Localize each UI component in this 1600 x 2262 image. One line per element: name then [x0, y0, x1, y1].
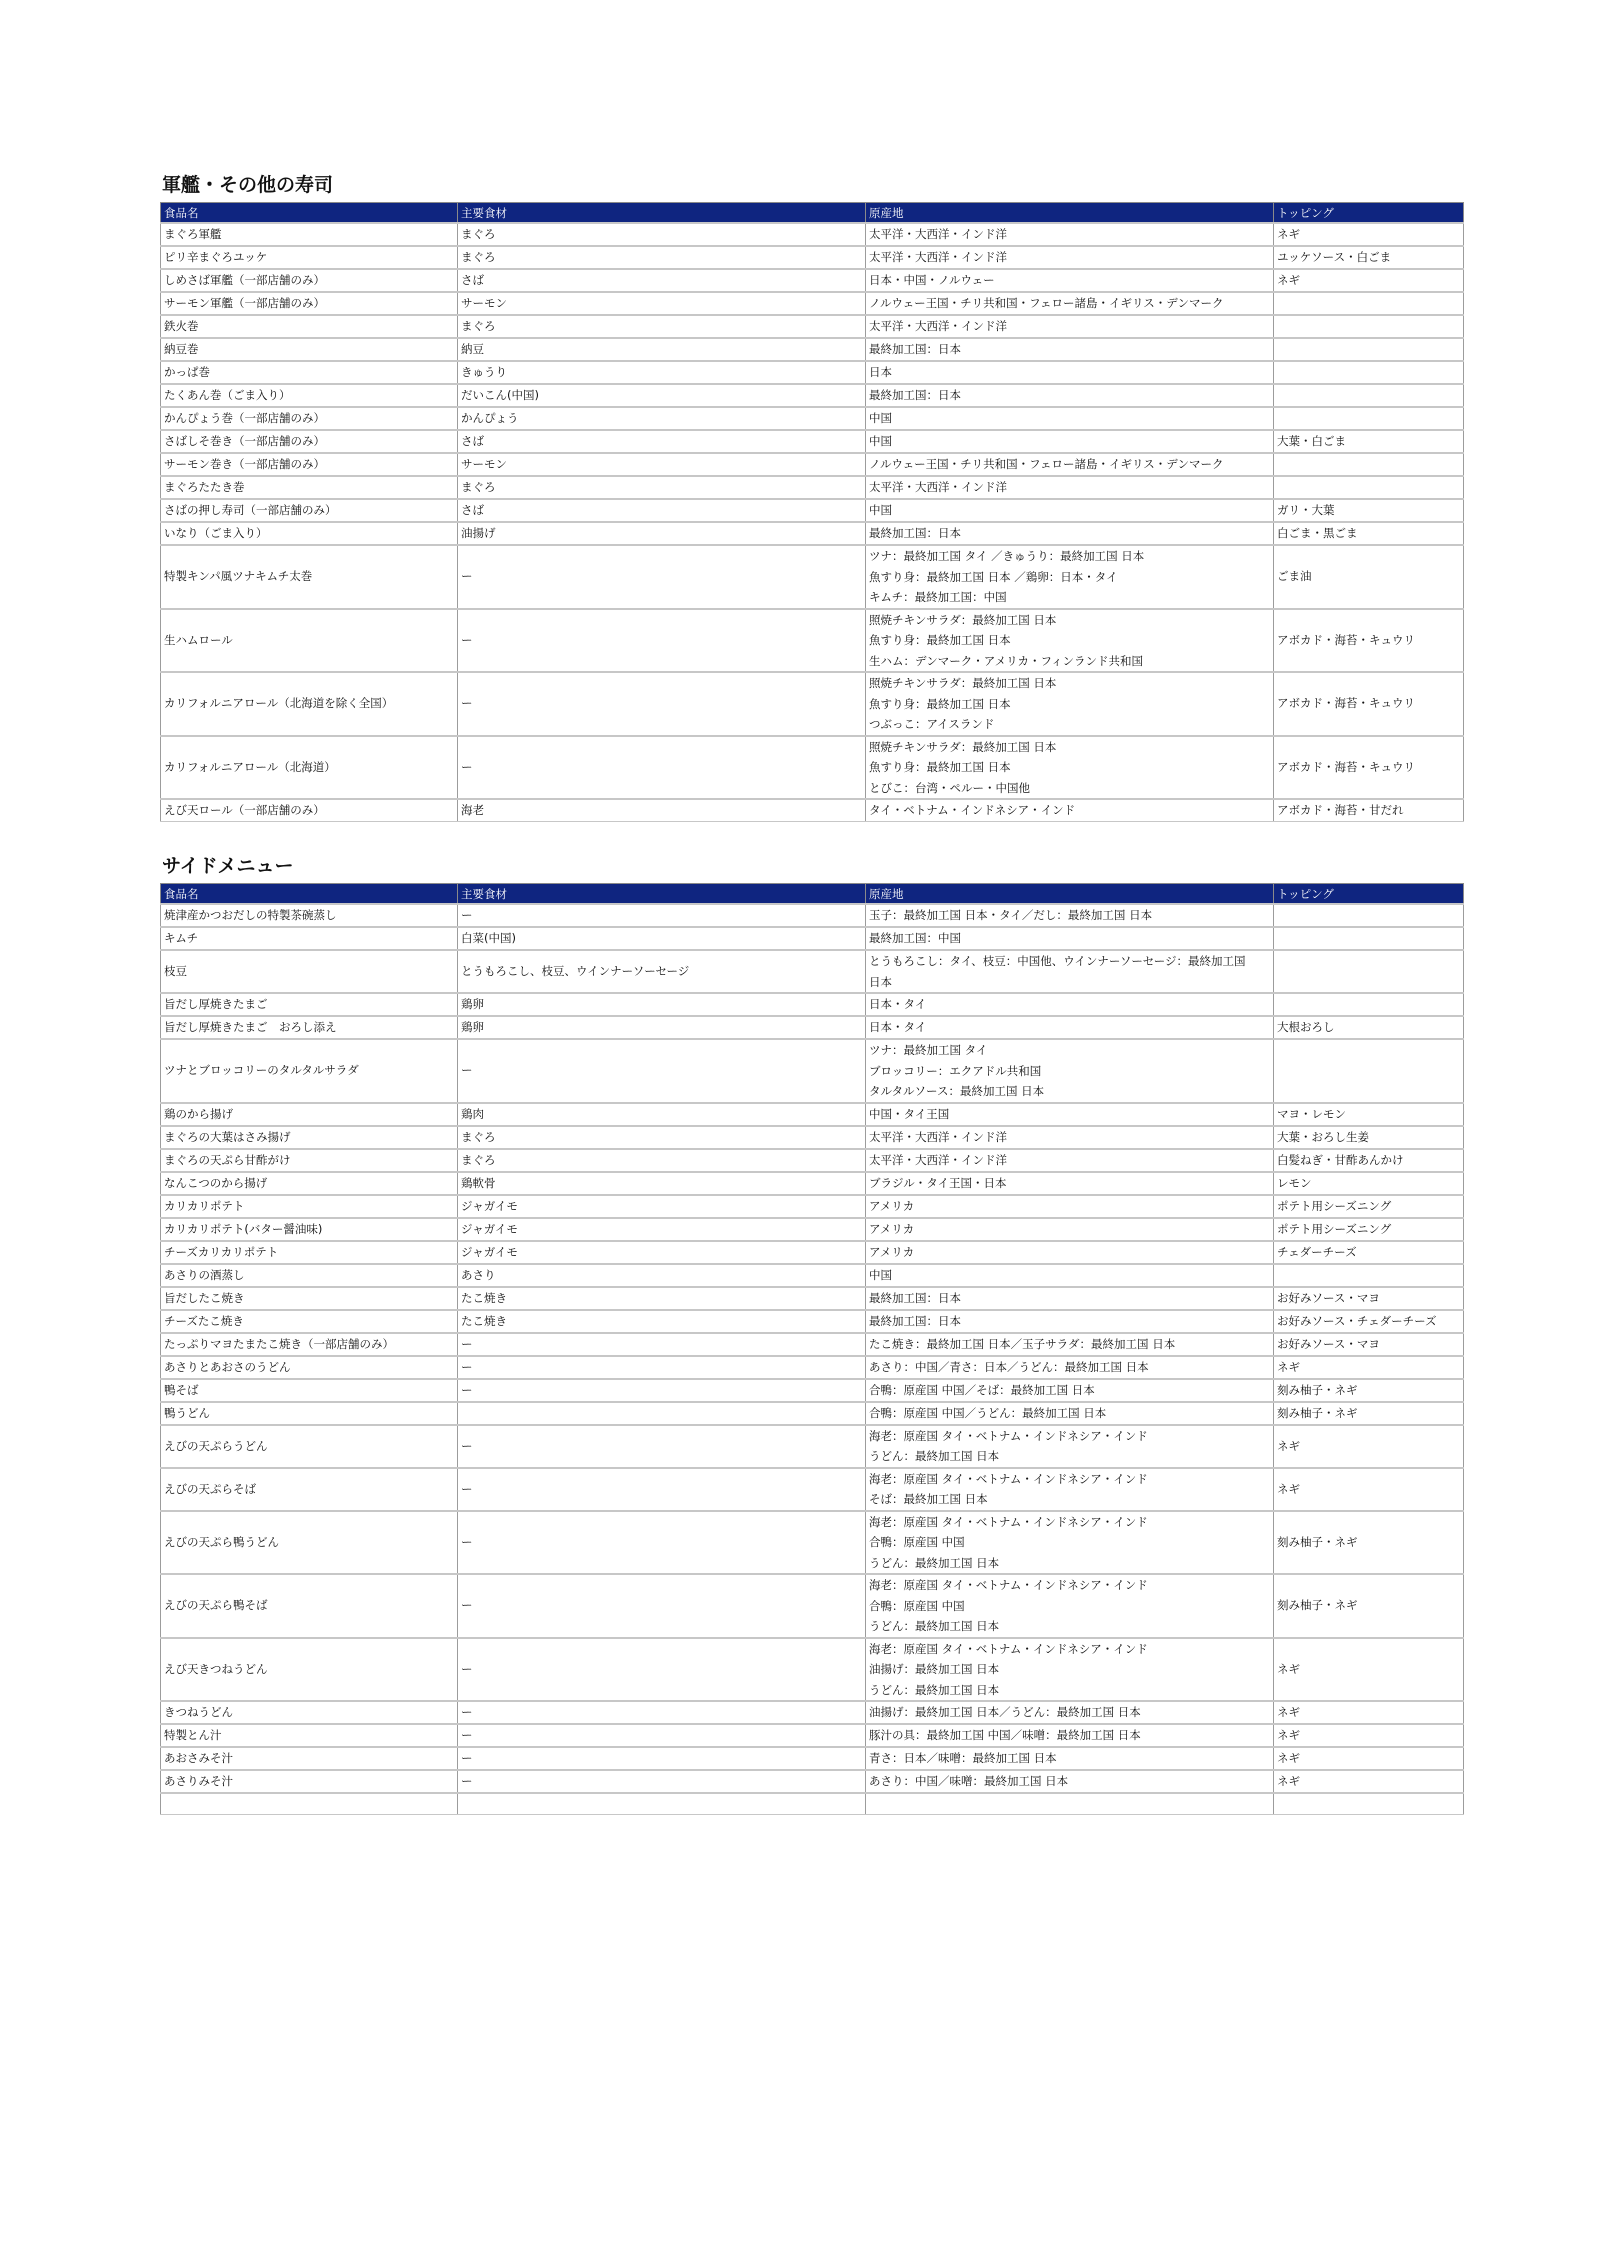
cell-food-name: まぐろ軍艦	[161, 223, 458, 246]
cell-main-ingredient: まぐろ	[458, 1126, 866, 1149]
cell-main-ingredient: ー	[458, 672, 866, 736]
cell-topping: ネギ	[1274, 269, 1464, 292]
table-row	[161, 384, 1464, 407]
cell-food-name: あさりとあおさのうどん	[161, 1356, 458, 1379]
cell-food-name: 旨だしたこ焼き	[161, 1287, 458, 1310]
cell-food-name: あさりみそ汁	[161, 1770, 458, 1793]
cell-main-ingredient: ー	[458, 1638, 866, 1702]
cell-main-ingredient: サーモン	[458, 292, 866, 315]
table-row	[161, 545, 1464, 609]
cell-food-name: カリカリポテト(バター醤油味)	[161, 1218, 458, 1241]
cell-origin: 照焼チキンサラダ：最終加工国 日本 魚すり身：最終加工国 日本 生ハム：デンマーク・アメリカ・フィンランド共和国	[866, 609, 1274, 673]
cell-topping	[1274, 476, 1464, 499]
cell-food-name: まぐろの天ぷら甘酢がけ	[161, 1149, 458, 1172]
cell-origin: タイ・ベトナム・インドネシア・インド	[866, 799, 1274, 822]
cell-main-ingredient: ジャガイモ	[458, 1195, 866, 1218]
cell-topping: ネギ	[1274, 223, 1464, 246]
table-row	[161, 1195, 1464, 1218]
cell-origin	[866, 1793, 1274, 1815]
cell-topping	[1274, 292, 1464, 315]
cell-origin: 最終加工国：日本	[866, 522, 1274, 545]
cell-main-ingredient: ー	[458, 1574, 866, 1638]
cell-food-name: いなり（ごま入り）	[161, 522, 458, 545]
cell-topping: ネギ	[1274, 1724, 1464, 1747]
table-row	[161, 499, 1464, 522]
table-row	[161, 1379, 1464, 1402]
cell-origin: 海老：原産国 タイ・ベトナム・インドネシア・インド 合鴨：原産国 中国 うどん：最終加工国 日本	[866, 1574, 1274, 1638]
cell-main-ingredient: さば	[458, 499, 866, 522]
cell-topping	[1274, 384, 1464, 407]
cell-main-ingredient: ー	[458, 1747, 866, 1770]
gunkan-sushi-table	[160, 202, 1464, 822]
cell-food-name: 生ハムロール	[161, 609, 458, 673]
cell-main-ingredient: ー	[458, 1724, 866, 1747]
cell-topping	[1274, 1039, 1464, 1103]
cell-main-ingredient: ー	[458, 1333, 866, 1356]
cell-food-name: 鴨そば	[161, 1379, 458, 1402]
cell-origin: 太平洋・大西洋・インド洋	[866, 1149, 1274, 1172]
table-row	[161, 1402, 1464, 1425]
table-row	[161, 799, 1464, 822]
cell-main-ingredient: さば	[458, 269, 866, 292]
cell-origin: 海老：原産国 タイ・ベトナム・インドネシア・インド うどん：最終加工国 日本	[866, 1425, 1274, 1468]
header-topping: トッピング	[1274, 203, 1464, 224]
cell-origin: 最終加工国：日本	[866, 338, 1274, 361]
cell-food-name: たくあん巻（ごま入り）	[161, 384, 458, 407]
cell-origin: 青さ：日本／味噌：最終加工国 日本	[866, 1747, 1274, 1770]
table-row	[161, 269, 1464, 292]
cell-food-name: カリカリポテト	[161, 1195, 458, 1218]
side-menu-table	[160, 883, 1464, 1815]
cell-origin: ツナ：最終加工国 タイ ／きゅうり：最終加工国 日本 魚すり身：最終加工国 日本 ／鶏卵：日本・タイ キムチ：最終加工国：中国	[866, 545, 1274, 609]
cell-origin: 日本・タイ	[866, 993, 1274, 1016]
cell-main-ingredient: 納豆	[458, 338, 866, 361]
cell-main-ingredient: まぐろ	[458, 246, 866, 269]
cell-origin: 太平洋・大西洋・インド洋	[866, 1126, 1274, 1149]
cell-origin: 最終加工国：日本	[866, 384, 1274, 407]
cell-food-name: まぐろの大葉はさみ揚げ	[161, 1126, 458, 1149]
cell-main-ingredient: ー	[458, 1701, 866, 1724]
cell-food-name: 焼津産かつおだしの特製茶碗蒸し	[161, 904, 458, 927]
cell-main-ingredient	[458, 1402, 866, 1425]
cell-topping: アボカド・海苔・キュウリ	[1274, 609, 1464, 673]
cell-topping	[1274, 927, 1464, 950]
header-main-ingredient: 主要食材	[458, 203, 866, 224]
cell-main-ingredient: まぐろ	[458, 223, 866, 246]
cell-origin: アメリカ	[866, 1241, 1274, 1264]
cell-topping: ポテト用シーズニング	[1274, 1218, 1464, 1241]
cell-main-ingredient: ー	[458, 736, 866, 800]
header-main-ingredient: 主要食材	[458, 884, 866, 905]
cell-topping	[1274, 1264, 1464, 1287]
table-row	[161, 407, 1464, 430]
cell-origin: あさり：中国／味噌：最終加工国 日本	[866, 1770, 1274, 1793]
cell-food-name: えびの天ぷらそば	[161, 1468, 458, 1511]
cell-origin: 海老：原産国 タイ・ベトナム・インドネシア・インド 合鴨：原産国 中国 うどん：最終加工国 日本	[866, 1511, 1274, 1575]
cell-topping: マヨ・レモン	[1274, 1103, 1464, 1126]
cell-food-name: サーモン軍艦（一部店舗のみ）	[161, 292, 458, 315]
header-origin: 原産地	[866, 884, 1274, 905]
cell-origin: 中国	[866, 499, 1274, 522]
cell-main-ingredient: まぐろ	[458, 315, 866, 338]
cell-food-name: えび天きつねうどん	[161, 1638, 458, 1702]
cell-origin: アメリカ	[866, 1195, 1274, 1218]
cell-origin: 最終加工国：日本	[866, 1287, 1274, 1310]
table-row	[161, 315, 1464, 338]
cell-food-name: えびの天ぷらうどん	[161, 1425, 458, 1468]
cell-main-ingredient: あさり	[458, 1264, 866, 1287]
cell-main-ingredient: ー	[458, 904, 866, 927]
cell-topping: 刻み柚子・ネギ	[1274, 1379, 1464, 1402]
cell-topping: ネギ	[1274, 1638, 1464, 1702]
cell-topping: 刻み柚子・ネギ	[1274, 1574, 1464, 1638]
cell-topping: ネギ	[1274, 1468, 1464, 1511]
cell-origin: ノルウェー王国・チリ共和国・フェロー諸島・イギリス・デンマーク	[866, 292, 1274, 315]
cell-origin: 中国	[866, 1264, 1274, 1287]
table-row	[161, 1287, 1464, 1310]
cell-main-ingredient: 白菜(中国)	[458, 927, 866, 950]
table-row	[161, 1638, 1464, 1702]
cell-origin: 油揚げ：最終加工国 日本／うどん：最終加工国 日本	[866, 1701, 1274, 1724]
cell-origin: ノルウェー王国・チリ共和国・フェロー諸島・イギリス・デンマーク	[866, 453, 1274, 476]
cell-food-name: チーズカリカリポテト	[161, 1241, 458, 1264]
table-header-row	[161, 203, 1464, 224]
table-row	[161, 1218, 1464, 1241]
table-row	[161, 246, 1464, 269]
cell-food-name: チーズたこ焼き	[161, 1310, 458, 1333]
cell-topping: ネギ	[1274, 1356, 1464, 1379]
table-row	[161, 1172, 1464, 1195]
cell-food-name: さばしそ巻き（一部店舗のみ）	[161, 430, 458, 453]
cell-food-name: 納豆巻	[161, 338, 458, 361]
table-row	[161, 361, 1464, 384]
cell-main-ingredient: 油揚げ	[458, 522, 866, 545]
cell-origin: 豚汁の具：最終加工国 中国／味噌：最終加工国 日本	[866, 1724, 1274, 1747]
header-food-name: 食品名	[161, 203, 458, 224]
cell-origin: とうもろこし：タイ、枝豆：中国他、ウインナーソーセージ：最終加工国 日本	[866, 950, 1274, 993]
cell-topping	[1274, 904, 1464, 927]
cell-main-ingredient: ー	[458, 1425, 866, 1468]
cell-food-name: しめさば軍艦（一部店舗のみ）	[161, 269, 458, 292]
cell-food-name: カリフォルニアロール（北海道を除く全国）	[161, 672, 458, 736]
table-row	[161, 1747, 1464, 1770]
cell-food-name: 特製とん汁	[161, 1724, 458, 1747]
cell-topping: ネギ	[1274, 1701, 1464, 1724]
cell-food-name: えびの天ぷら鴨うどん	[161, 1511, 458, 1575]
cell-food-name: サーモン巻き（一部店舗のみ）	[161, 453, 458, 476]
cell-food-name: カリフォルニアロール（北海道）	[161, 736, 458, 800]
section-side-menu	[160, 853, 1463, 1815]
cell-origin: 太平洋・大西洋・インド洋	[866, 223, 1274, 246]
cell-topping: ポテト用シーズニング	[1274, 1195, 1464, 1218]
cell-origin: 海老：原産国 タイ・ベトナム・インドネシア・インド そば：最終加工国 日本	[866, 1468, 1274, 1511]
table-row	[161, 1310, 1464, 1333]
section-title: 軍艦・その他の寿司	[162, 174, 334, 196]
cell-topping: ユッケソース・白ごま	[1274, 246, 1464, 269]
cell-main-ingredient: とうもろこし、枝豆、ウインナーソーセージ	[458, 950, 866, 993]
table-row	[161, 1333, 1464, 1356]
cell-food-name: あさりの酒蒸し	[161, 1264, 458, 1287]
cell-origin: 日本・タイ	[866, 1016, 1274, 1039]
cell-origin: 最終加工国：中国	[866, 927, 1274, 950]
table-header-row	[161, 884, 1464, 905]
cell-main-ingredient: ー	[458, 1770, 866, 1793]
cell-main-ingredient: ー	[458, 545, 866, 609]
cell-topping: チェダーチーズ	[1274, 1241, 1464, 1264]
cell-topping	[1274, 338, 1464, 361]
cell-food-name: 旨だし厚焼きたまご おろし添え	[161, 1016, 458, 1039]
cell-main-ingredient: 鶏卵	[458, 1016, 866, 1039]
table-row	[161, 1039, 1464, 1103]
cell-origin: 海老：原産国 タイ・ベトナム・インドネシア・インド 油揚げ：最終加工国 日本 うどん：最終加工国 日本	[866, 1638, 1274, 1702]
table-row	[161, 609, 1464, 673]
cell-food-name: きつねうどん	[161, 1701, 458, 1724]
header-origin: 原産地	[866, 203, 1274, 224]
section-title: サイドメニュー	[162, 855, 294, 877]
cell-food-name: 鶏のから揚げ	[161, 1103, 458, 1126]
cell-topping	[1274, 315, 1464, 338]
cell-topping: お好みソース・マヨ	[1274, 1287, 1464, 1310]
cell-main-ingredient: かんぴょう	[458, 407, 866, 430]
table-row	[161, 672, 1464, 736]
cell-topping: 大根おろし	[1274, 1016, 1464, 1039]
cell-topping: 刻み柚子・ネギ	[1274, 1511, 1464, 1575]
table-row	[161, 1793, 1464, 1815]
cell-origin: たこ焼き：最終加工国 日本／玉子サラダ：最終加工国 日本	[866, 1333, 1274, 1356]
cell-topping: アボカド・海苔・甘だれ	[1274, 799, 1464, 822]
cell-topping: ネギ	[1274, 1425, 1464, 1468]
cell-main-ingredient: ー	[458, 1356, 866, 1379]
cell-origin: あさり：中国／青さ：日本／うどん：最終加工国 日本	[866, 1356, 1274, 1379]
cell-origin: 中国	[866, 430, 1274, 453]
cell-topping: お好みソース・チェダーチーズ	[1274, 1310, 1464, 1333]
table-row	[161, 223, 1464, 246]
cell-main-ingredient: ー	[458, 1039, 866, 1103]
table-row	[161, 1103, 1464, 1126]
cell-main-ingredient: ジャガイモ	[458, 1241, 866, 1264]
cell-main-ingredient: ー	[458, 1379, 866, 1402]
cell-main-ingredient: 鶏軟骨	[458, 1172, 866, 1195]
table-row	[161, 1356, 1464, 1379]
table-row	[161, 1574, 1464, 1638]
cell-origin: 照焼チキンサラダ：最終加工国 日本 魚すり身：最終加工国 日本 つぶっこ：アイスランド	[866, 672, 1274, 736]
table-row	[161, 736, 1464, 800]
cell-food-name: 鉄火巻	[161, 315, 458, 338]
cell-origin: 太平洋・大西洋・インド洋	[866, 476, 1274, 499]
cell-food-name: えび天ロール（一部店舗のみ）	[161, 799, 458, 822]
cell-topping	[1274, 361, 1464, 384]
cell-food-name: なんこつのから揚げ	[161, 1172, 458, 1195]
cell-origin: アメリカ	[866, 1218, 1274, 1241]
cell-topping	[1274, 993, 1464, 1016]
cell-origin: 太平洋・大西洋・インド洋	[866, 246, 1274, 269]
table-row	[161, 453, 1464, 476]
cell-origin: ツナ：最終加工国 タイ ブロッコリー：エクアドル共和国 タルタルソース：最終加工国 日本	[866, 1039, 1274, 1103]
cell-food-name	[161, 1793, 458, 1815]
cell-origin: 玉子：最終加工国 日本・タイ／だし：最終加工国 日本	[866, 904, 1274, 927]
cell-topping: ネギ	[1274, 1747, 1464, 1770]
cell-main-ingredient: きゅうり	[458, 361, 866, 384]
table-row	[161, 1241, 1464, 1264]
cell-origin: 中国・タイ王国	[866, 1103, 1274, 1126]
cell-topping: 刻み柚子・ネギ	[1274, 1402, 1464, 1425]
cell-main-ingredient: 鶏卵	[458, 993, 866, 1016]
cell-main-ingredient: たこ焼き	[458, 1287, 866, 1310]
cell-food-name: ピリ辛まぐろユッケ	[161, 246, 458, 269]
cell-main-ingredient: ジャガイモ	[458, 1218, 866, 1241]
cell-topping: 大葉・おろし生姜	[1274, 1126, 1464, 1149]
cell-topping: 白ごま・黒ごま	[1274, 522, 1464, 545]
table-row	[161, 993, 1464, 1016]
cell-main-ingredient: ー	[458, 1468, 866, 1511]
cell-topping: ごま油	[1274, 545, 1464, 609]
cell-topping: 白髪ねぎ・甘酢あんかけ	[1274, 1149, 1464, 1172]
cell-main-ingredient: ー	[458, 1511, 866, 1575]
table-row	[161, 1770, 1464, 1793]
cell-main-ingredient: サーモン	[458, 453, 866, 476]
table-row	[161, 1016, 1464, 1039]
table-row	[161, 1425, 1464, 1468]
table-row	[161, 1126, 1464, 1149]
cell-main-ingredient: まぐろ	[458, 1149, 866, 1172]
cell-food-name: さばの押し寿司（一部店舗のみ）	[161, 499, 458, 522]
table-row	[161, 1264, 1464, 1287]
cell-topping: お好みソース・マヨ	[1274, 1333, 1464, 1356]
cell-topping: アボカド・海苔・キュウリ	[1274, 672, 1464, 736]
cell-origin: 合鴨：原産国 中国／うどん：最終加工国 日本	[866, 1402, 1274, 1425]
table-row	[161, 927, 1464, 950]
cell-topping	[1274, 407, 1464, 430]
cell-food-name: たっぷりマヨたまたこ焼き（一部店舗のみ）	[161, 1333, 458, 1356]
cell-origin: 最終加工国：日本	[866, 1310, 1274, 1333]
header-food-name: 食品名	[161, 884, 458, 905]
cell-topping	[1274, 1793, 1464, 1815]
cell-topping	[1274, 453, 1464, 476]
cell-topping	[1274, 950, 1464, 993]
cell-topping: ガリ・大葉	[1274, 499, 1464, 522]
table-row	[161, 1701, 1464, 1724]
table-row	[161, 1511, 1464, 1575]
table-row	[161, 1468, 1464, 1511]
cell-food-name: まぐろたたき巻	[161, 476, 458, 499]
table-row	[161, 1724, 1464, 1747]
table-row	[161, 950, 1464, 993]
cell-food-name: ツナとブロッコリーのタルタルサラダ	[161, 1039, 458, 1103]
cell-main-ingredient: さば	[458, 430, 866, 453]
table-row	[161, 522, 1464, 545]
cell-origin: 太平洋・大西洋・インド洋	[866, 315, 1274, 338]
table-row	[161, 292, 1464, 315]
cell-origin: ブラジル・タイ王国・日本	[866, 1172, 1274, 1195]
cell-food-name: 特製キンパ風ツナキムチ太巻	[161, 545, 458, 609]
cell-main-ingredient: たこ焼き	[458, 1310, 866, 1333]
table-row	[161, 476, 1464, 499]
cell-origin: 合鴨：原産国 中国／そば：最終加工国 日本	[866, 1379, 1274, 1402]
cell-main-ingredient: ー	[458, 609, 866, 673]
table-row	[161, 338, 1464, 361]
cell-main-ingredient: 海老	[458, 799, 866, 822]
header-topping: トッピング	[1274, 884, 1464, 905]
cell-topping: アボカド・海苔・キュウリ	[1274, 736, 1464, 800]
cell-origin: 照焼チキンサラダ：最終加工国 日本 魚すり身：最終加工国 日本 とびこ：台湾・ペルー・中国他	[866, 736, 1274, 800]
cell-topping: レモン	[1274, 1172, 1464, 1195]
section-gunkan-sushi	[160, 172, 1463, 822]
cell-food-name: 鴨うどん	[161, 1402, 458, 1425]
cell-food-name: キムチ	[161, 927, 458, 950]
cell-topping: ネギ	[1274, 1770, 1464, 1793]
cell-food-name: 枝豆	[161, 950, 458, 993]
cell-origin: 日本	[866, 361, 1274, 384]
table-row	[161, 1149, 1464, 1172]
cell-main-ingredient: まぐろ	[458, 476, 866, 499]
cell-main-ingredient	[458, 1793, 866, 1815]
cell-food-name: 旨だし厚焼きたまご	[161, 993, 458, 1016]
cell-origin: 中国	[866, 407, 1274, 430]
cell-food-name: えびの天ぷら鴨そば	[161, 1574, 458, 1638]
cell-food-name: かんぴょう巻（一部店舗のみ）	[161, 407, 458, 430]
cell-main-ingredient: だいこん(中国)	[458, 384, 866, 407]
cell-food-name: あおさみそ汁	[161, 1747, 458, 1770]
cell-main-ingredient: 鶏肉	[458, 1103, 866, 1126]
table-row	[161, 904, 1464, 927]
cell-topping: 大葉・白ごま	[1274, 430, 1464, 453]
cell-origin: 日本・中国・ノルウェー	[866, 269, 1274, 292]
table-row	[161, 430, 1464, 453]
cell-food-name: かっぱ巻	[161, 361, 458, 384]
